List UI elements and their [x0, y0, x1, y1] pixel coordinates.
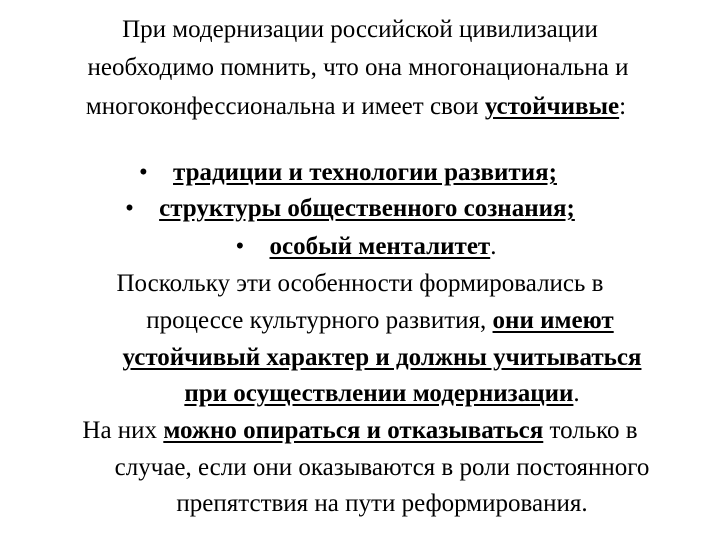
intro-colon: : — [619, 93, 627, 120]
bullet-item-3 — [6, 231, 720, 263]
bullet-item-2 — [0, 193, 710, 225]
keyword-they-have: они имеют — [492, 307, 614, 334]
intro-text-2: необходимо помнить, что она многонациональна и — [87, 54, 629, 81]
bullet-period: . — [490, 233, 497, 260]
keyword-rely-and-reject: можно опираться и отказываться — [163, 417, 544, 444]
para3-line-1 — [0, 415, 720, 447]
keyword-stable: устойчивые — [484, 93, 620, 120]
para2-line-4 — [22, 378, 720, 410]
para2-text-3: устойчивый характер и должны учитываться — [122, 344, 642, 371]
para2-line-3 — [22, 342, 720, 374]
intro-text-1: При модернизации российской цивилизации — [122, 16, 598, 43]
intro-line-2 — [0, 52, 718, 84]
para2-text-2: процессе культурного развития, — [146, 307, 493, 334]
bullet-icon: • — [139, 159, 148, 186]
para3-text-2: случае, если они оказываются в роли постоянного — [114, 454, 650, 481]
intro-line-3 — [0, 91, 716, 123]
bullet-text-1: традиции и технологии развития; — [173, 159, 557, 186]
para2-text-1: Поскольку эти особенности формировались в — [116, 270, 604, 297]
para2-line-1 — [0, 268, 720, 300]
para3-text-1a: На них — [82, 417, 164, 444]
para2-line-2 — [20, 305, 720, 337]
intro-line-1 — [0, 14, 720, 46]
bullet-item-1 — [0, 157, 708, 189]
bullet-text-3: особый менталитет — [269, 233, 491, 260]
para3-line-2 — [22, 452, 720, 484]
para3-line-3 — [22, 488, 720, 520]
para3-text-3: препятствия на пути реформирования. — [176, 490, 588, 517]
bullet-icon: • — [235, 233, 245, 260]
intro-text-3: многоконфессиональна и имеет свои — [85, 93, 485, 120]
para2-period: . — [573, 380, 580, 407]
bullet-text-2: структуры общественного сознания; — [159, 195, 575, 222]
para3-text-1c: только в — [543, 417, 638, 444]
bullet-icon: • — [125, 195, 134, 222]
para2-text-4: при осуществлении модернизации — [184, 380, 574, 407]
